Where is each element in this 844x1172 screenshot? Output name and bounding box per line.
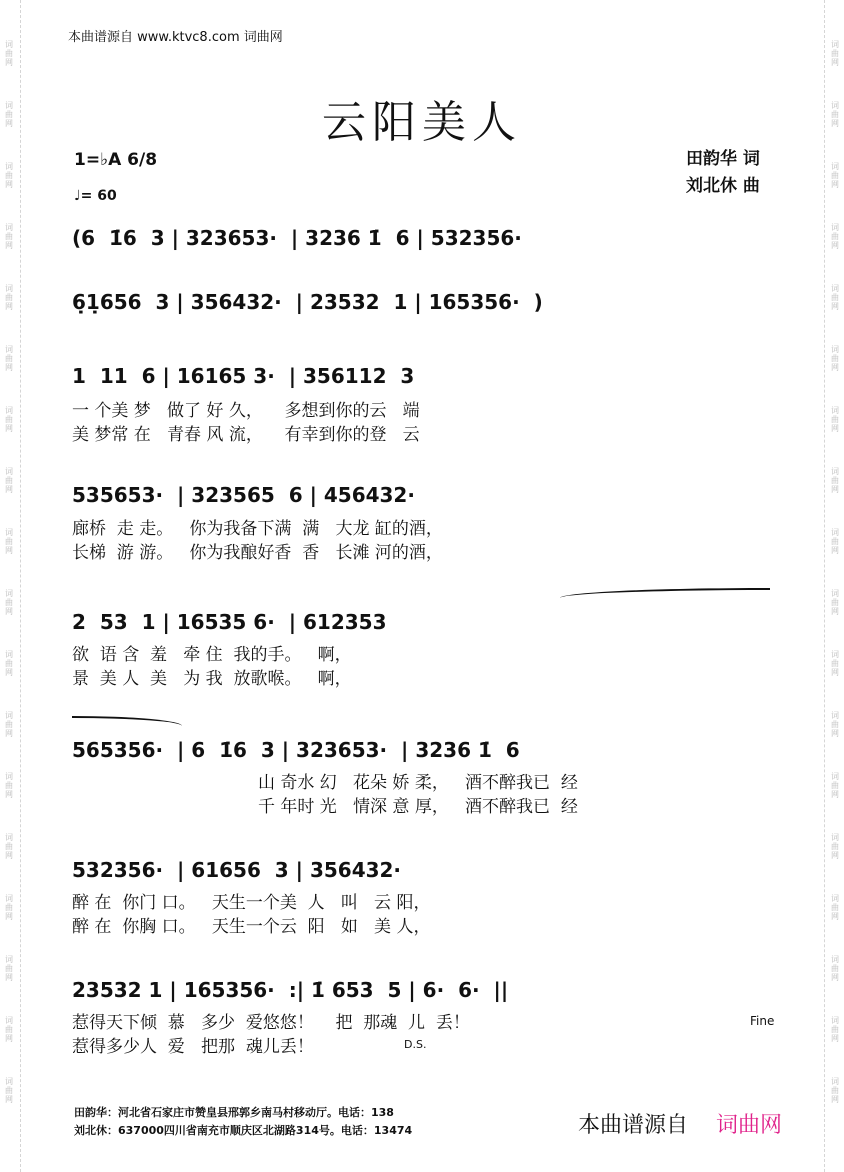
watermark-text: 词 曲 网 [5, 162, 13, 189]
lyrics-row-6b: 千 年时 光 情深 意 厚， 酒不醉我已 经 [258, 797, 578, 817]
score-row-3 [72, 364, 778, 394]
watermark-text: 词 曲 网 [831, 589, 839, 616]
watermark-text: 词 曲 网 [831, 1016, 839, 1043]
tempo-marking: ♩= 60 [74, 188, 117, 204]
ds-marking: D.S. [404, 1038, 427, 1051]
watermark-text: 词 曲 网 [5, 894, 13, 921]
tie-slur [560, 588, 770, 598]
watermark-text: 词 曲 网 [5, 101, 13, 128]
watermark-text: 词 曲 网 [5, 650, 13, 677]
watermark-text: 词 曲 网 [5, 772, 13, 799]
watermark-text: 词 曲 网 [5, 284, 13, 311]
tie-slur [72, 716, 182, 726]
watermark-text: 词 曲 网 [5, 345, 13, 372]
lyricist-credit: 田韵华 词 [686, 149, 760, 169]
watermark-text: 词 曲 网 [831, 406, 839, 433]
fine-marking: Fine [750, 1014, 775, 1028]
lyrics-row-7b: 醉 在 你胸 口。 天生一个云 阳 如 美 人， [72, 917, 431, 937]
watermark-text: 词 曲 网 [831, 345, 839, 372]
score-row-8 [72, 978, 778, 1008]
watermark-text: 词 曲 网 [5, 528, 13, 555]
brand-right: 词曲网 [716, 1113, 783, 1138]
watermark-text: 词 曲 网 [5, 589, 13, 616]
notation-text: 6̣1̣656 3 | 356432· | 23532 1 | 165356· ) [72, 290, 543, 314]
notation-text: 2 53 1 | 16535 6· | 612353 [72, 610, 387, 634]
notation-text: 1 11 6 | 16165 3· | 356112 3 [72, 364, 415, 388]
watermark-text: 词 曲 网 [831, 101, 839, 128]
lyrics-row-6a: 山 奇水 幻 花朵 娇 柔， 酒不醉我已 经 [258, 773, 578, 793]
lyrics-row-7a: 醉 在 你门 口。 天生一个美 人 叫 云 阳， [72, 893, 431, 913]
lyrics-row-8a: 惹得天下倾 慕 多少 爱悠悠！ 把 那魂 儿 丢！ [72, 1013, 470, 1033]
lyrics-row-5a: 欲 语 含 羞 牵 住 我的手。 啊， [72, 645, 352, 665]
source-header: 本曲谱源自 www.ktvc8.com 词曲网 [68, 30, 283, 45]
lyrics-row-3b: 美 梦常 在 青春 风 流， 有幸到你的登 云 [72, 425, 420, 445]
left-cut-line [20, 0, 21, 1172]
watermark-text: 词 曲 网 [831, 40, 839, 67]
watermark-text: 词 曲 网 [5, 1077, 13, 1104]
watermark-text: 词 曲 网 [5, 223, 13, 250]
watermark-text: 词 曲 网 [831, 284, 839, 311]
watermark-text: 词 曲 网 [831, 223, 839, 250]
score-row-2 [72, 290, 778, 320]
lyrics-row-8b: 惹得多少人 爱 把那 魂儿丢！ [72, 1037, 314, 1057]
watermark-text: 词 曲 网 [5, 467, 13, 494]
watermark-text: 词 曲 网 [5, 833, 13, 860]
key-signature: 1=♭A 6/8 [74, 150, 158, 170]
lyrics-row-5b: 景 美 人 美 为 我 放歌喉。 啊， [72, 669, 352, 689]
song-title: 云阳美人 [322, 97, 522, 148]
credits [686, 146, 760, 200]
notation-text: 535653· | 323565 6 | 456432· [72, 483, 415, 507]
lyrics-row-3a: 一 个美 梦 做了 好 久， 多想到你的云 端 [72, 401, 420, 421]
watermark-text: 词 曲 网 [831, 650, 839, 677]
score-row-1 [72, 226, 778, 256]
watermark-text: 词 曲 网 [5, 40, 13, 67]
watermark-text: 词 曲 网 [831, 467, 839, 494]
watermark-text: 词 曲 网 [5, 711, 13, 738]
notation-text: 532356· | 61656 3 | 356432· [72, 858, 402, 882]
notation-text: 23532 1 | 165356· :| 1̇ 653 5 | 6· 6· || [72, 978, 509, 1002]
watermark-text: 词 曲 网 [5, 406, 13, 433]
lyrics-row-4a: 廊桥 走 走。 你为我备下满 满 大龙 缸的酒， [72, 519, 443, 539]
watermark-text: 词 曲 网 [831, 1077, 839, 1104]
watermark-text: 词 曲 网 [831, 711, 839, 738]
right-cut-line [824, 0, 825, 1172]
footer-contact-2: 刘北休：637000四川省南充市顺庆区北湖路314号。电话：13474 [74, 1124, 413, 1137]
score-row-7 [72, 858, 778, 888]
right-watermark [828, 40, 842, 1138]
watermark-text: 词 曲 网 [831, 528, 839, 555]
notation-text: (6 1̇6 3 | 323653· | 3236 1̇ 6 | 532356· [72, 226, 522, 250]
score-row-4 [72, 483, 778, 513]
footer-contact-1: 田韵华：河北省石家庄市赞皇县邢郭乡南马村移动厅。电话：138 [74, 1106, 394, 1119]
brand-left: 本曲谱源自 [578, 1113, 689, 1138]
watermark-text: 词 曲 网 [5, 955, 13, 982]
notation-text: 565356· | 6 1̇6 3 | 323653· | 3236 1̇ 6 [72, 738, 520, 762]
score-row-6 [72, 738, 778, 768]
left-watermark [2, 40, 16, 1138]
watermark-text: 词 曲 网 [831, 162, 839, 189]
lyrics-row-4b: 长梯 游 游。 你为我酿好香 香 长滩 河的酒， [72, 543, 443, 563]
watermark-text: 词 曲 网 [5, 1016, 13, 1043]
score-row-5 [72, 610, 778, 640]
watermark-text: 词 曲 网 [831, 772, 839, 799]
composer-credit: 刘北休 曲 [686, 176, 760, 196]
watermark-text: 词 曲 网 [831, 955, 839, 982]
watermark-text: 词 曲 网 [831, 833, 839, 860]
watermark-text: 词 曲 网 [831, 894, 839, 921]
